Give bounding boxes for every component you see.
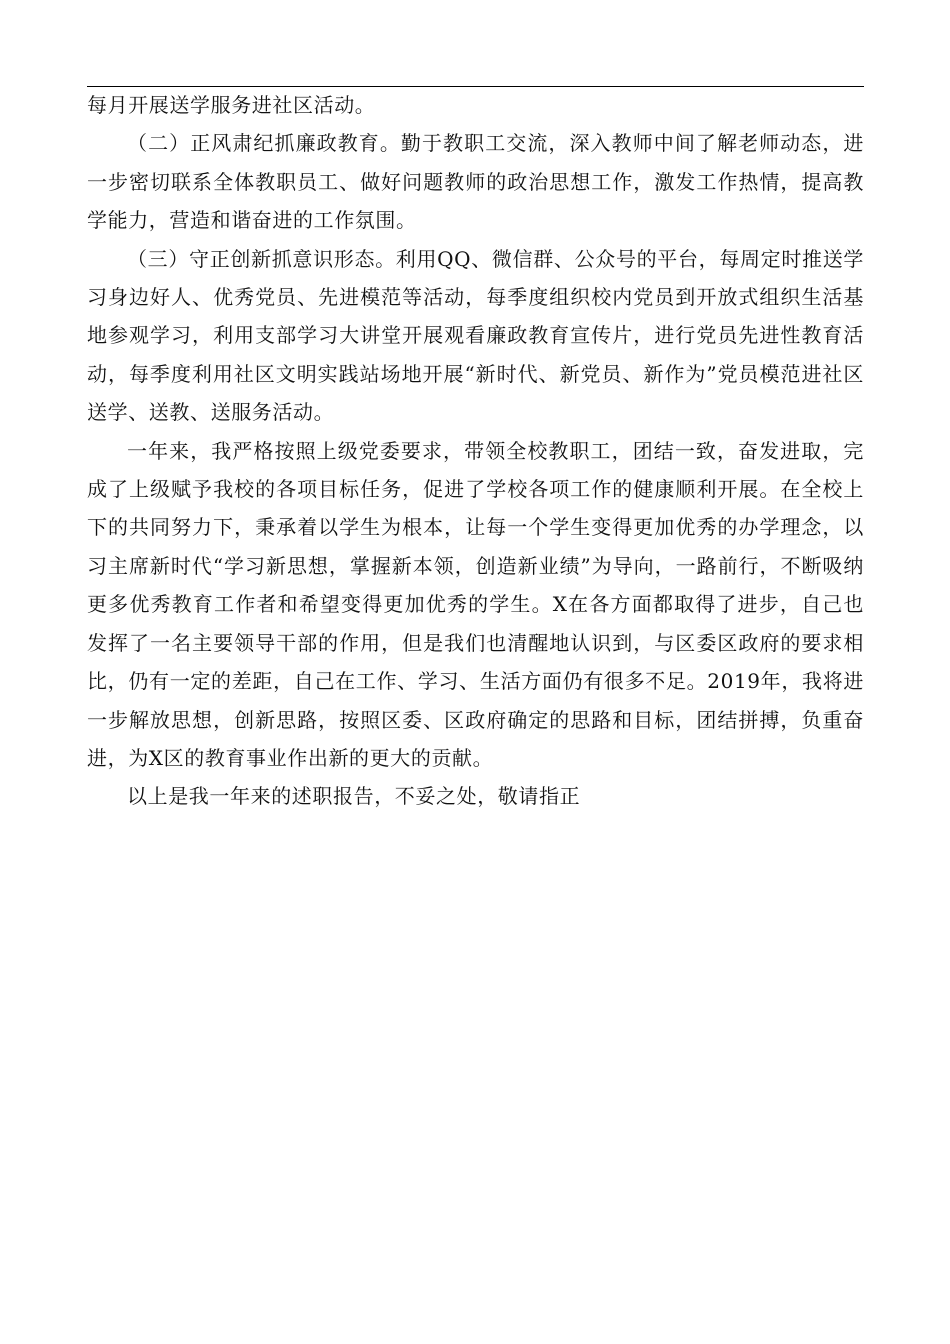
paragraph-annual-summary: 一年来，我严格按照上级党委要求，带领全校教职工，团结一致，奋发进取，完成了上级赋予我校的各项目标任务，促进了学校各项工作的健康顺利开展。在全校上下的共同努力下，秉承着以学生为根本，让每一个学生变得更加优秀的办学理念，以习主席新时代“学习新思想，掌握新本领，创造新业绩”为导向，一路前行，不断吸纳更多优秀教育工作者和希望变得更加优秀的学生。X在各方面都取得了进步，自己也发挥了一名主要领导干部的作用，但是我们也清醒地认识到，与区委区政府的要求相比，仍有一定的差距，自己在工作、学习、生活方面仍有很多不足。2019年，我将进一步解放思想，创新思路，按照区委、区政府确定的思路和目标，团结拼搏，负重奋进，为X区的教育事业作出新的更大的贡献。 <box>87 438 864 770</box>
paragraph-ideology-work: （三）守正创新抓意识形态。利用QQ、微信群、公众号的平台，每周定时推送学习身边好人、优秀党员、先进模范等活动，每季度组织校内党员到开放式组织生活基地参观学习，利用支部学习大讲堂开展观看廉政教育宣传片，进行党员先进性教育活动，每季度利用社区文明实践站场地开展“新时代、新党员、新作为”党员模范进社区送学、送教、送服务活动。 <box>87 246 864 425</box>
paragraph-closing: 以上是我一年来的述职报告，不妥之处，敬请指正 <box>127 784 581 809</box>
document-body <box>87 86 864 816</box>
paragraph-integrity-education: （二）正风肃纪抓廉政教育。勤于教职工交流，深入教师中间了解老师动态，进一步密切联系全体教职员工、做好问题教师的政治思想工作，激发工作热情，提高教学能力，营造和谐奋进的工作氛围。 <box>87 131 864 233</box>
paragraph-continuation: 每月开展送学服务进社区活动。 <box>87 93 376 117</box>
